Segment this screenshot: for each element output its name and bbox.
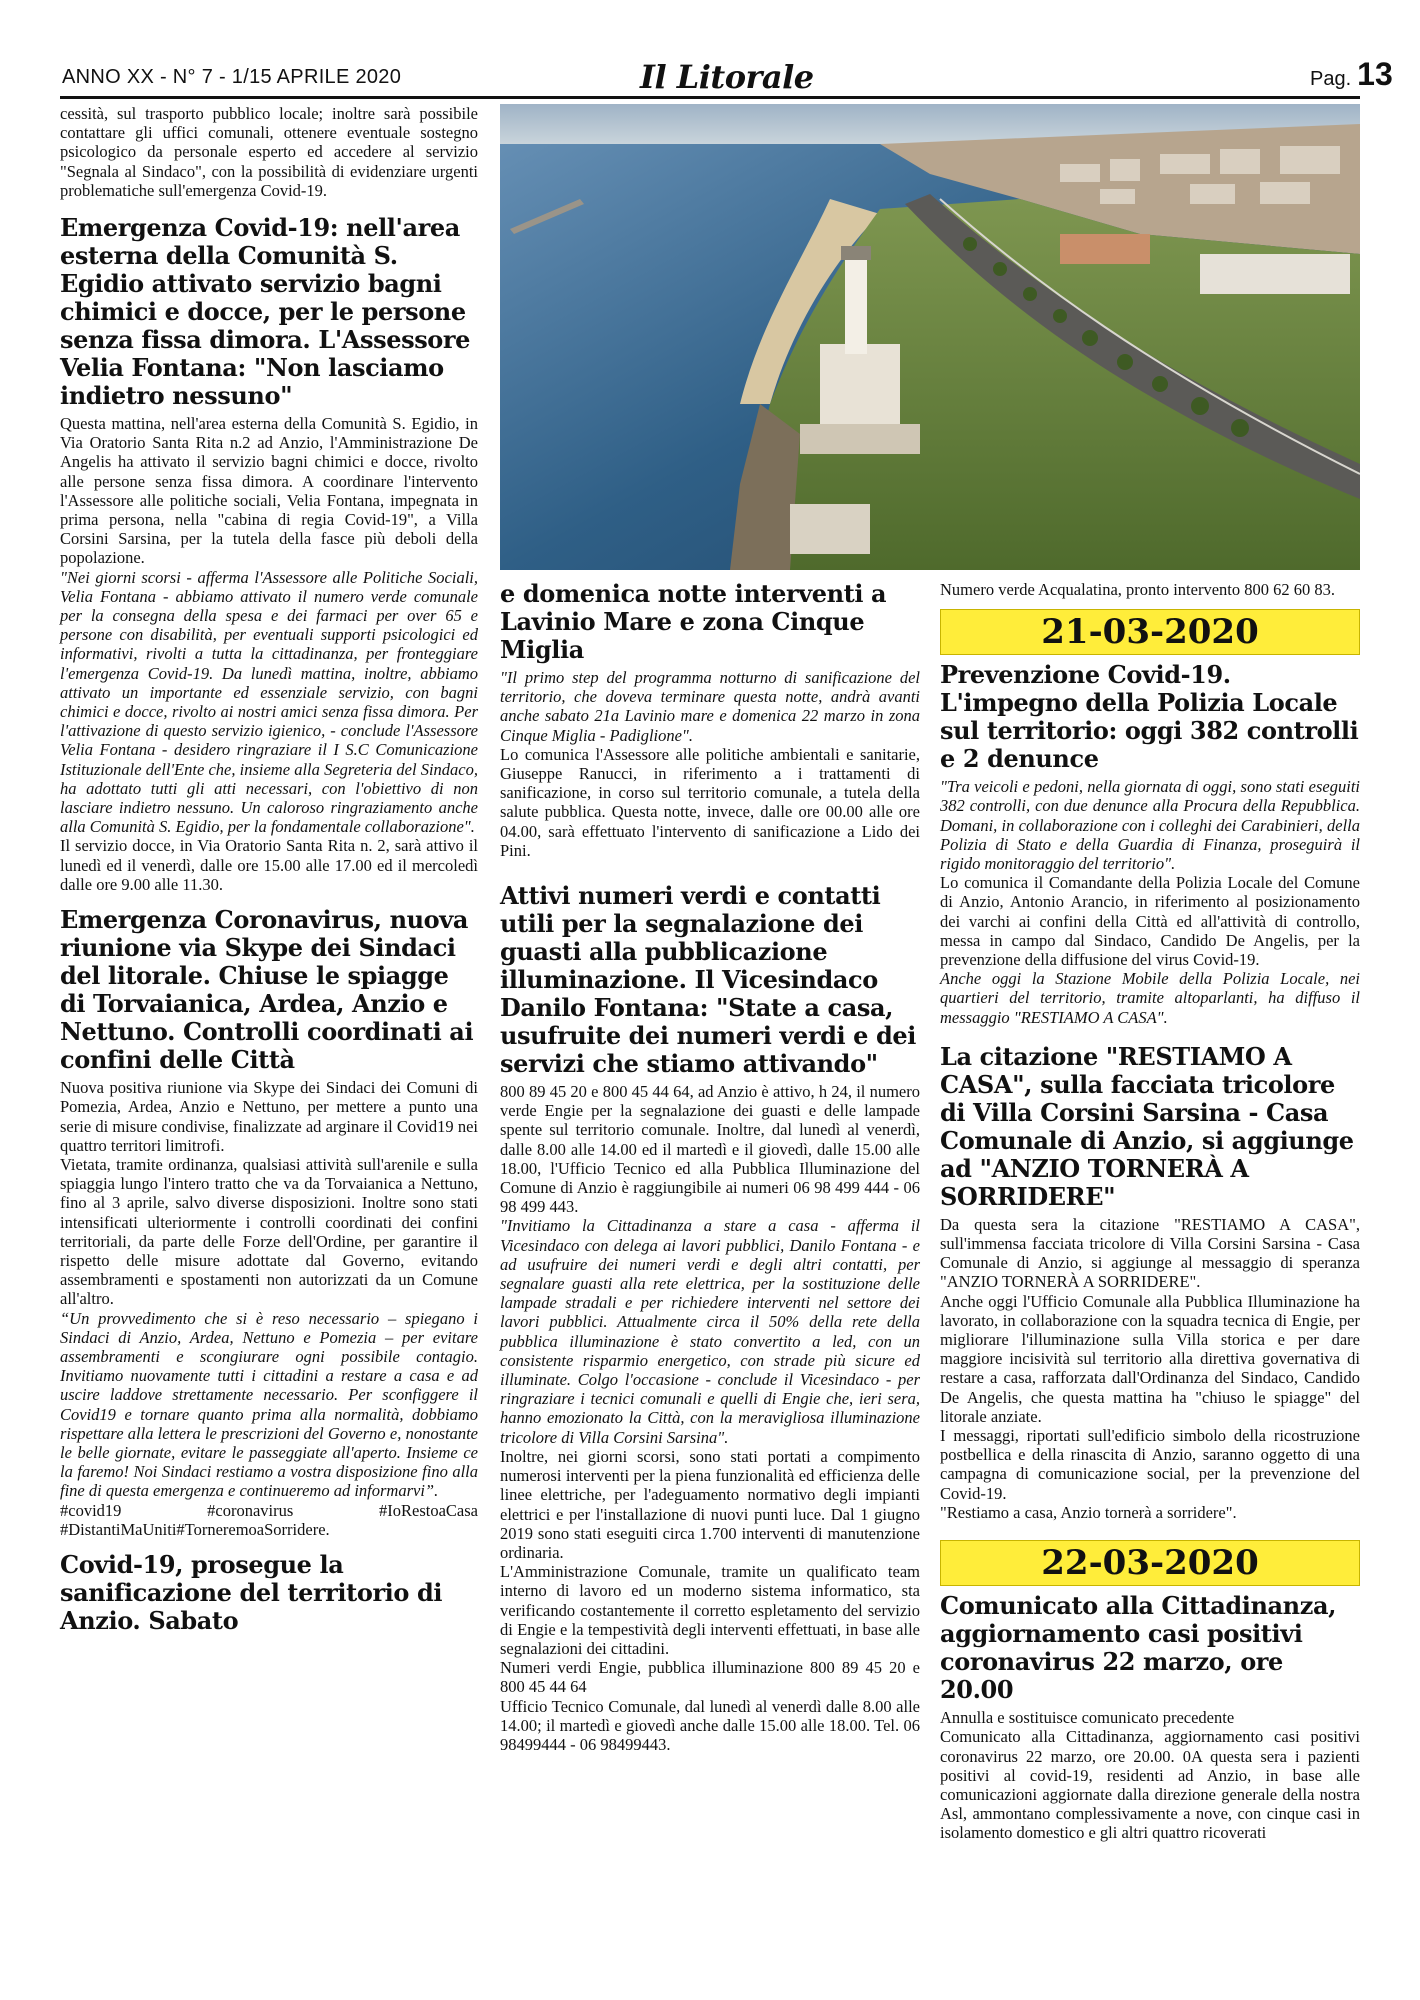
article-7-p2: Comunicato alla Cittadinanza, aggiornamento casi positivi coronavirus 22 marzo, ore 20.00. 0A questa sera i pazienti positivi al covid-19, residenti ad Anzio, in base alle comunicazioni aggiornate dalla direzione generale della nostra Asl, ammontano complessivamente a nove, con cinque casi in isolamento domestico e gli altri quattro ricoverati (940, 1727, 1360, 1843)
article-2-p3: “Un provvedimento che si è reso necessario – spiegano i Sindaci di Anzio, Ardea, Nettuno e Pomezia – per evitare assembramenti e scongiurare ogni possibile contagio. Invitiamo nuovamente tutti i cittadini a restare a casa e ad uscire laddove strettamente necessario. Per sconfiggere il Covid19 e tornare quanto prima alla normalità, dobbiamo rispettare alla lettera le prescrizioni del Governo e, nonostante le belle giornate, evitare le passeggiate all'aperto. Insieme ce la faremo! Noi Sindaci restiamo a vostra disposizione fino alla fine di questa emergenza e continueremo ad informarvi”. (60, 1308, 478, 1501)
article-4-p2: "Invitiamo la Cittadinanza a stare a casa - afferma il Vicesindaco con delega ai lavori pubblici, Danilo Fontana - e ad usufruire dei numeri verdi e degli altri contatti, per segnalare guasti alla rete elettrica, per la sostituzione delle lampade stradali e per richiedere interventi nel settore dei lavori pubblici. Attualmente circa il 50% della rete della pubblica illuminazione è stato convertito a led, con un consistente risparmio energetico, con strade più sicure ed illuminate. Colgo l'occasione - conclude il Vicesindaco - per ringraziare i tecnici comunali e quelli di Engie che, ieri sera, hanno emozionato la Città, con la meravigliosa illuminazione tricolore di Villa Corsini Sarsina". (500, 1216, 920, 1447)
article-3-title: Covid-19, prosegue la sanificazione del territorio di Anzio. Sabato (60, 1549, 443, 1635)
article-1-p1: Questa mattina, nell'area esterna della Comunità S. Egidio, in Via Oratorio Santa Rita n.2 ad Anzio, l'Amministrazione De Angelis ha attivato il servizio bagni chimici e docce, rivolto alle persone senza fissa dimora. A coordinare l'intervento l'Assessore alle politiche sociali, Velia Fontana, impegnata in prima persona, nella "cabina di regia Covid-19", a Villa Corsini Sarsina, per la tutela della fasce più deboli della popolazione. (60, 414, 478, 568)
article-4-p1: 800 89 45 20 e 800 45 44 64, ad Anzio è attivo, h 24, il numero verde Engie per la segnalazione dei guasti e delle lampade spente sul territorio comunale. Inoltre, dal lunedì al venerdì, dalle 8.00 alle 14.00 ed il martedì e il giovedì, dalle 15.00 alle 18.00, l'Ufficio Tecnico ed alla Pubblica Illuminazione del Comune di Anzio è raggiungibile ai numeri 06 98 499 444 - 06 98 499 443. (500, 1082, 920, 1217)
article-2-p2: Vietata, tramite ordinanza, qualsiasi attività sull'arenile e sulla spiaggia lungo l'intero tratto che va da Torvaianica a Nettuno, fino al 3 aprile, salvo diverse disposizioni. Inoltre sono stati intensificati ulteriormente i controlli coordinati dei confini territoriali, da parte delle Forze dell'Ordine, per garantire il rispetto delle misure adottate dal Governo, evitando assembramenti e spostamenti non autorizzati da un Comune all'altro. (60, 1154, 478, 1309)
header-rule (60, 96, 1360, 99)
issue-info: ANNO XX - N° 7 - 1/15 APRILE 2020 (62, 66, 402, 88)
article-6-p1: Da questa sera la citazione "RESTIAMO A CASA", sull'immensa facciata tricolore di Villa Corsini Sarsina - Casa Comunale di Anzio, si aggiunge al messaggio di speranza "ANZIO TORNERÀ A SORRIDERE". (940, 1214, 1360, 1292)
date-banner-21-03: 21-03-2020 (940, 609, 1360, 655)
date-banner-22-03: 22-03-2020 (940, 1540, 1360, 1586)
article-5-p1: "Tra veicoli e pedoni, nella giornata di oggi, sono stati eseguiti 382 controlli, con due denunce alla Procura della Repubblica. Domani, in collaborazione con i colleghi dei Carabinieri, della Polizia di Stato e della Guardia di Finanza, proseguirà il rigido monitoraggio del territorio". (940, 777, 1360, 874)
article-7-title: Comunicato alla Cittadinanza, aggiornamento casi positivi coronavirus 22 marzo, ore 20.00 (940, 1591, 1337, 1705)
article-4-p6: Ufficio Tecnico Comunale, dal lunedì al venerdì dalle 8.00 alle 14.00; il martedì e giovedì anche dalle 15.00 alle 18.00. Tel. 06 98499444 - 06 98499443. (500, 1696, 920, 1754)
article-5-p2: Lo comunica il Comandante della Polizia Locale del Comune di Anzio, Antonio Arancio, in riferimento al posizionamento dei varchi ai confini della Città ed all'attività di controllo, messa in campo dal Sindaco, Candido De Angelis, per la prevenzione della diffusione del virus Covid-19. (940, 873, 1360, 970)
article-1-title: Emergenza Covid-19: nell'area esterna della Comunità S. Egidio attivato servizio bagni chimici e docce, per le persone senza fissa dimora. L'Assessore Velia Fontana: "Non lasciamo indietro nessuno" (60, 213, 471, 411)
article-4-title: Attivi numeri verdi e contatti utili per la segnalazione dei guasti alla pubblicazione illuminazione. Il Vicesindaco Danilo Fontana: "State a casa, usufruite dei numeri verdi e dei servizi che stiamo attivando" (500, 881, 916, 1079)
page-number-value: 13 (1357, 56, 1393, 92)
article-6-p2: Anche oggi l'Ufficio Comunale alla Pubblica Illuminazione ha lavorato, in collaborazione con la squadra tecnica di Engie, per migliorare l'illuminazione sulla Villa storica e per dare maggiore incisività sul territorio alla direttiva governativa di restare a casa, rafforzata dall'Ordinanza del Sindaco, Candido De Angelis, che questa mattina ha "chiuso le spiagge" del litorale anziate. (940, 1291, 1360, 1426)
article-6-p4: "Restiamo a casa, Anzio tornerà a sorridere". (940, 1502, 1237, 1522)
article-1-p2: "Nei giorni scorsi - afferma l'Assessore alle Politiche Sociali, Velia Fontana - abbiamo attivato il numero verde comunale per la consegna della spesa e dei farmaci per over 65 e persone con disabilità, per eventuali supporti psicologici ed informativi, rivolti a tutta la cittadinanza, per fronteggiare l'emergenza Covid-19. Da lunedì mattina, inoltre, abbiamo attivato un importante ed essenziale servizio, con bagni chimici e docce, rivolto ai nostri amici senza fissa dimora. Per l'attivazione di questo servizio igienico, - conclude l'Assessore Velia Fontana - desidero ringraziare il I S.C Comunicazione Istituzionale dell'Ente che, insieme alla Segreteria del Sindaco, ha adottato tutti gli atti necessari, con l'obiettivo di non lasciare indietro nessuno. Un caloroso ringraziamento anche alla Comunità S. Egidio, per la fondamentale collaborazione". (60, 567, 478, 837)
masthead: Il Litorale (640, 58, 814, 96)
article-1-p3: Il servizio docce, in Via Oratorio Santa Rita n. 2, sarà attivo il lunedì ed il venerdì, dalle ore 15.00 alle 17.00 ed il mercoledì dalle ore 9.00 alle 11.30. (60, 836, 478, 894)
article-3-p1: "Il primo step del programma notturno di sanificazione del territorio, che doveva terminare questa notte, andrà avanti anche sabato 21a Lavinio mare e domenica 22 marzo in zona Cinque Miglia - Padiglione". (500, 668, 920, 745)
article-6-title: La citazione "RESTIAMO A CASA", sulla facciata tricolore di Villa Corsini Sarsina - Casa Comunale di Anzio, si aggiunge ad "ANZIO TORNERÀ A SORRIDERE" (940, 1041, 1354, 1211)
article-6-p3: I messaggi, riportati sull'edificio simbolo della ricostruzione postbellica e della rinascita di Anzio, saranno oggetto di una campagna di comunicazione social, per la prevenzione del Covid-19. (940, 1426, 1360, 1503)
page-label: Pag. (1310, 68, 1352, 90)
page-number (1310, 56, 1393, 93)
column-2 (500, 580, 920, 1754)
column-1 (60, 104, 478, 1639)
aerial-photo-anzio-coast (500, 104, 1360, 570)
article-4-p5: Numeri verdi Engie, pubblica illuminazione 800 89 45 20 e 800 45 44 64 (500, 1658, 920, 1697)
col3-intro: Numero verde Acqualatina, pronto intervento 800 62 60 83. (940, 580, 1335, 599)
article-3-title-continued: e domenica notte interventi a Lavinio Mare e zona Cinque Miglia (500, 579, 887, 664)
article-4-p3: Inoltre, nei giorni scorsi, sono stati portati a compimento numerosi interventi per la piena funzionalità ed efficienza delle linee elettriche, per l'adeguamento normativo degli impianti elettrici e per l'installazione di nuovi punti luce. Dal 1 giugno 2019 sono stati eseguiti circa 1.700 interventi di manutenzione ordinaria. (500, 1446, 920, 1562)
article-5-p3: Anche oggi la Stazione Mobile della Polizia Locale, nei quartieri del territorio, tramite altoparlanti, ha diffuso il messaggio "RESTIAMO A CASA". (940, 969, 1360, 1027)
article-2-hashtags: #covid19 #coronavirus #IoRestoaCasa #DistantiMaUniti#TorneremoaSorridere. (60, 1500, 478, 1539)
article-4-p4: L'Amministrazione Comunale, tramite un qualificato team interno di lavoro ed un moderno sistema informatico, sta verificando costantemente il corretto espletamento del servizio di Engie e la tempestività degli interventi effettuati, in base alle segnalazioni dei cittadini. (500, 1562, 920, 1658)
article-2-title: Emergenza Coronavirus, nuova riunione via Skype dei Sindaci del litorale. Chiuse le spiagge di Torvaianica, Ardea, Anzio e Nettuno. Controlli coordinati ai confini delle Città (60, 905, 474, 1075)
article-5-title: Prevenzione Covid-19. L'impegno della Polizia Locale sul territorio: oggi 382 controlli e 2 denunce (940, 660, 1359, 774)
col1-intro: cessità, sul trasporto pubblico locale; inoltre sarà possibile contattare gli uffici comunali, ottenere eventuale sostegno psicologico da personale esperto ed accedere al servizio "Segnala al Sindaco", con la possibilità di evidenziare urgenti problematiche sull'emergenza Covid-19. (60, 104, 478, 200)
article-2-p1: Nuova positiva riunione via Skype dei Sindaci dei Comuni di Pomezia, Ardea, Anzio e Nettuno, per mettere a punto una serie di misure condivise, finalizzate ad arginare il Covid19 nei quattro territori limitrofi. (60, 1078, 478, 1155)
column-3 (940, 580, 1360, 1843)
article-7-p1: Annulla e sostituisce comunicato precedente (940, 1708, 1235, 1728)
article-3-p2: Lo comunica l'Assessore alle politiche ambientali e sanitarie, Giuseppe Ranucci, in riferimento a i trattamenti di sanificazione, in corso sul territorio comunale, a tutela della salute pubblica. Questa notte, invece, dalle ore 00.00 alle ore 04.00, sarà effettuato l'intervento di sanificazione a Lido dei Pini. (500, 744, 920, 860)
